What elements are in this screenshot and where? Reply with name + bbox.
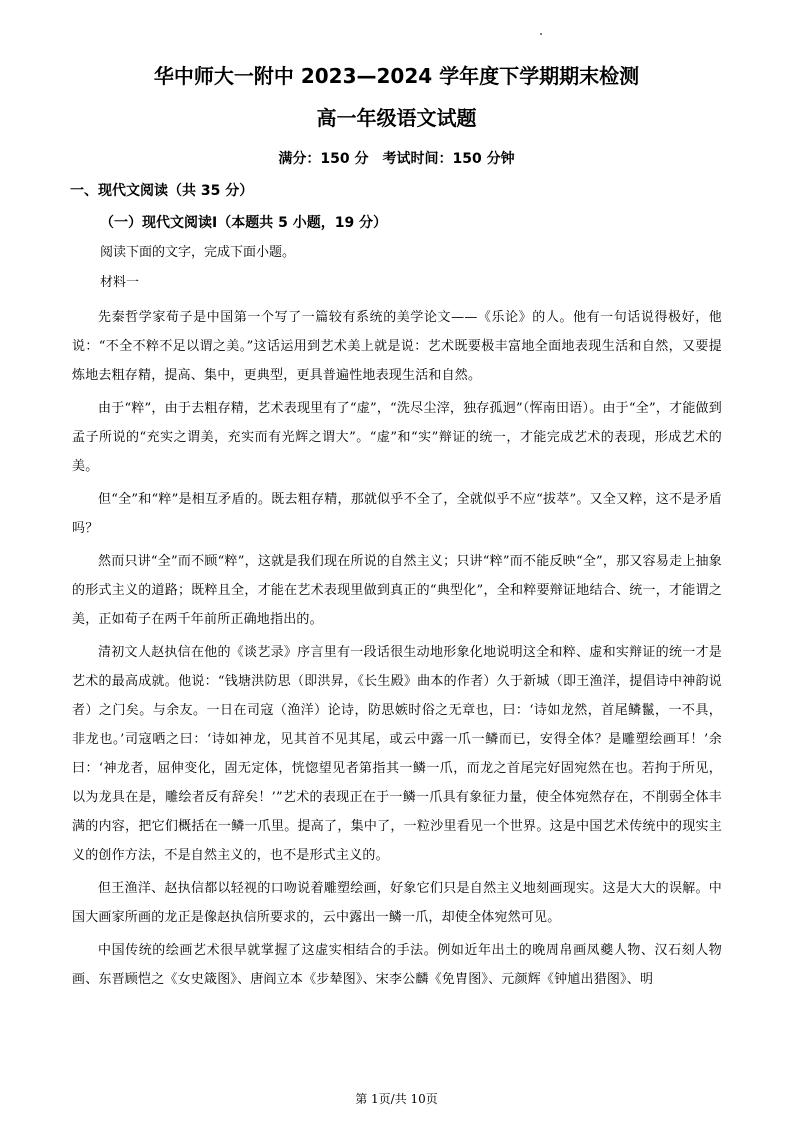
reading-instruction: 阅读下面的文字，完成下面小题。 [100,245,296,260]
page-number: 第 1页/共 10页 [355,1092,438,1106]
passage-paragraph: 清初文人赵执信在他的《谈艺录》序言里有一段话很生动地形象化地说明这全和粹、虚和实辩证的统一才是艺术的最高成就。他说：“钱塘洪防思（即洪昇，《长生殿》曲本的作者）久于新城（即王渔洋，提倡诗中神韵说者）之门矣。与余友。一日在司寇（渔洋）论诗，防思嫉时俗之无章也，曰：‘诗如龙然，首尾鳞鬣，一不具，非龙也。’司寇哂之曰：‘诗如神龙，见其首不见其尾，或云中露一爪一鳞而已，安得全体？是雕塑绘画耳！’余曰：‘神龙者，屈伸变化，固无定体，恍惚望见者第指其一鳞一爪，而龙之首尾完好固宛然在也。若拘于所见，以为龙具在是，雕绘者反有辞矣！’”艺术的表现正在于一鳞一爪具有象征力量，使全体宛然存在，不削弱全体丰满的内容，把它们概括在一鳞一爪里。提高了，集中了，一粒沙里看见一个世界。这是中国艺术传统中的现实主义的创作方法，不是自然主义的，也不是形式主义的。 [72,645,722,863]
exam-meta: 满分：150 分 考试时间：150 分钟 [278,151,515,167]
section-heading: 一、现代文阅读（共 35 分） [70,183,254,199]
passage-paragraph: 由于“粹”，由于去粗存精，艺术表现里有了“虚”，“洗尽尘滓，独存孤迥”（恽南田语）。由于“全”，才能做到孟子所说的“充实之谓美，充实而有光辉之谓大”。“虚”和“实”辩证的统一，才能完成艺术的表现，形成艺术的美。 [72,401,722,474]
passage-paragraph: 但“全”和“粹”是相互矛盾的。既去粗存精，那就似乎不全了，全就似乎不应“拔萃”。又全又粹，这不是矛盾吗？ [72,492,722,536]
passage-paragraph: 然而只讲“全”而不顾“粹”，这就是我们现在所说的自然主义；只讲“粹”而不能反映“全”，那又容易走上抽象的形式主义的道路；既粹且全，才能在艺术表现里做到真正的“典型化”，全和粹要辩证地结合、统一，才能谓之美，正如荀子在两千年前所正确地指出的。 [72,554,722,627]
subsection-heading: （一）现代文阅读Ⅰ（本题共 5 小题，19 分） [100,215,388,231]
scan-dot [540,33,542,35]
material-label: 材料一 [100,275,140,290]
passage-paragraph: 先秦哲学家荀子是中国第一个写了一篇较有系统的美学论文——《乐论》的人。他有一句话说得极好，他说：“不全不粹不足以谓之美。”这话运用到艺术美上就是说：艺术既要极丰富地全面地表现生活和自然，又要提炼地去粗存精，提高、集中，更典型，更具普遍性地表现生活和自然。 [72,310,722,383]
passage-paragraph: 中国传统的绘画艺术很早就掌握了这虚实相结合的手法。例如近年出土的晚周帛画凤夔人物、汉石刻人物画、东晋顾恺之《女史箴图》、唐阎立本《步辇图》、宋李公麟《免胄图》、元颜辉《钟馗出猎图》、明 [72,943,722,987]
exam-subtitle: 高一年级语文试题 [316,106,477,130]
exam-title: 华中师大一附中 2023—2024 学年度下学期期末检测 [153,64,640,88]
passage-paragraph: 但王渔洋、赵执信都以轻视的口吻说着雕塑绘画，好象它们只是自然主义地刻画现实。这是大大的误解。中国大画家所画的龙正是像赵执信所要求的，云中露出一鳞一爪，却使全体宛然可见。 [72,881,722,925]
passage-body [72,303,722,998]
